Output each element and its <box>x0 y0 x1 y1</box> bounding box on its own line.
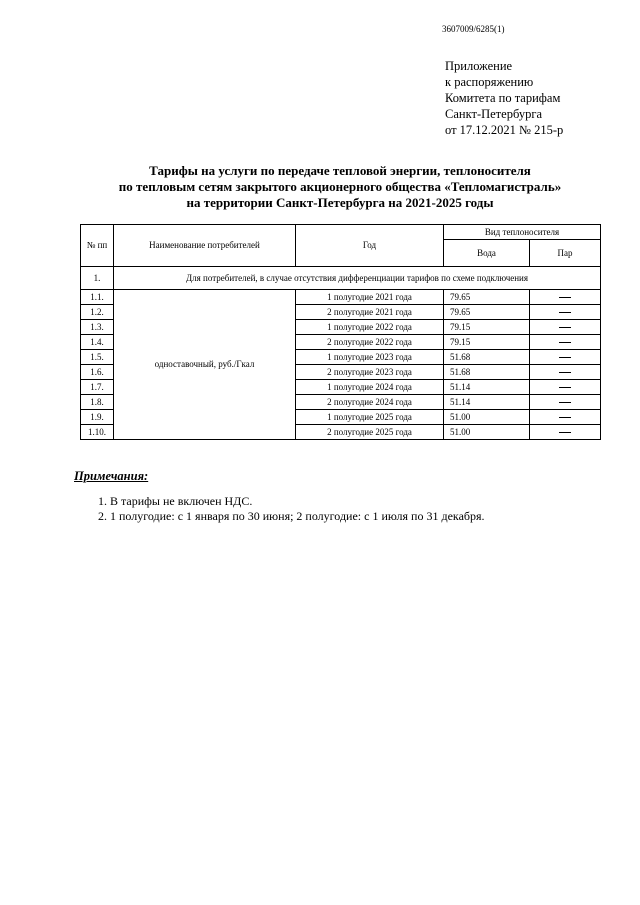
row-period: 1 полугодие 2023 года <box>296 350 444 365</box>
tariff-table <box>80 224 601 440</box>
note-item: 1. В тарифы не включен НДС. <box>110 494 485 509</box>
title-line: по тепловым сетям закрытого акционерного общества «Тепломагистраль» <box>118 179 562 194</box>
row-period: 1 полугодие 2021 года <box>296 290 444 305</box>
notes-list <box>90 494 485 524</box>
document-number: 3607009/6285(1) <box>442 24 505 34</box>
header-carrier-type: Вид теплоносителя <box>444 225 601 240</box>
consumer-cell: одноставочный, руб./Гкал <box>114 290 296 440</box>
row-water-value: 79.65 <box>444 305 530 320</box>
dash-mark <box>559 312 571 313</box>
note-item: 2. 1 полугодие: с 1 января по 30 июня; 2 полугодие: с 1 июля по 31 декабря. <box>110 509 485 524</box>
row-steam-value <box>530 335 601 350</box>
dash-mark <box>559 372 571 373</box>
document-title <box>60 163 620 211</box>
row-period: 2 полугодие 2024 года <box>296 395 444 410</box>
header-year: Год <box>296 225 444 267</box>
dash-mark <box>559 357 571 358</box>
row-steam-value <box>530 365 601 380</box>
dash-mark <box>559 342 571 343</box>
header-steam: Пар <box>530 240 601 267</box>
row-steam-value <box>530 410 601 425</box>
row-period: 2 полугодие 2021 года <box>296 305 444 320</box>
row-number: 1.8. <box>81 395 114 410</box>
row-number: 1.4. <box>81 335 114 350</box>
row-water-value: 51.00 <box>444 410 530 425</box>
row-number: 1.6. <box>81 365 114 380</box>
row-water-value: 79.65 <box>444 290 530 305</box>
dash-mark <box>559 417 571 418</box>
row-water-value: 51.00 <box>444 425 530 440</box>
row-period: 1 полугодие 2022 года <box>296 320 444 335</box>
appendix-line: Приложение <box>445 59 513 73</box>
dash-mark <box>559 402 571 403</box>
appendix-line: к распоряжению <box>445 75 534 89</box>
section-number: 1. <box>81 267 114 290</box>
row-number: 1.7. <box>81 380 114 395</box>
row-water-value: 79.15 <box>444 335 530 350</box>
row-steam-value <box>530 380 601 395</box>
row-period: 2 полугодие 2025 года <box>296 425 444 440</box>
dash-mark <box>559 432 571 433</box>
row-steam-value <box>530 290 601 305</box>
row-steam-value <box>530 350 601 365</box>
title-line: Тарифы на услуги по передаче тепловой энергии, теплоносителя <box>149 163 531 178</box>
row-period: 2 полугодие 2022 года <box>296 335 444 350</box>
row-number: 1.5. <box>81 350 114 365</box>
appendix-line: от 17.12.2021 № 215-р <box>445 123 564 137</box>
appendix-line: Санкт-Петербурга <box>445 107 543 121</box>
row-steam-value <box>530 305 601 320</box>
row-period: 1 полугодие 2025 года <box>296 410 444 425</box>
row-water-value: 51.68 <box>444 365 530 380</box>
row-number: 1.1. <box>81 290 114 305</box>
row-water-value: 51.14 <box>444 395 530 410</box>
row-steam-value <box>530 395 601 410</box>
header-consumer: Наименование потребителей <box>114 225 296 267</box>
row-number: 1.3. <box>81 320 114 335</box>
header-number: № пп <box>81 225 114 267</box>
dash-mark <box>559 387 571 388</box>
dash-mark <box>559 297 571 298</box>
row-water-value: 51.68 <box>444 350 530 365</box>
section-heading: Для потребителей, в случае отсутствия дифференциации тарифов по схеме подключения <box>114 267 601 290</box>
appendix-block <box>445 58 563 138</box>
row-steam-value <box>530 320 601 335</box>
notes-title: Примечания: <box>74 469 149 483</box>
appendix-line: Комитета по тарифам <box>445 91 561 105</box>
table-row <box>81 290 601 305</box>
header-water: Вода <box>444 240 530 267</box>
title-line: на территории Санкт-Петербурга на 2021-2025 годы <box>186 195 494 210</box>
row-number: 1.2. <box>81 305 114 320</box>
row-water-value: 79.15 <box>444 320 530 335</box>
row-water-value: 51.14 <box>444 380 530 395</box>
row-number: 1.9. <box>81 410 114 425</box>
row-period: 2 полугодие 2023 года <box>296 365 444 380</box>
dash-mark <box>559 327 571 328</box>
row-period: 1 полугодие 2024 года <box>296 380 444 395</box>
row-steam-value <box>530 425 601 440</box>
row-number: 1.10. <box>81 425 114 440</box>
